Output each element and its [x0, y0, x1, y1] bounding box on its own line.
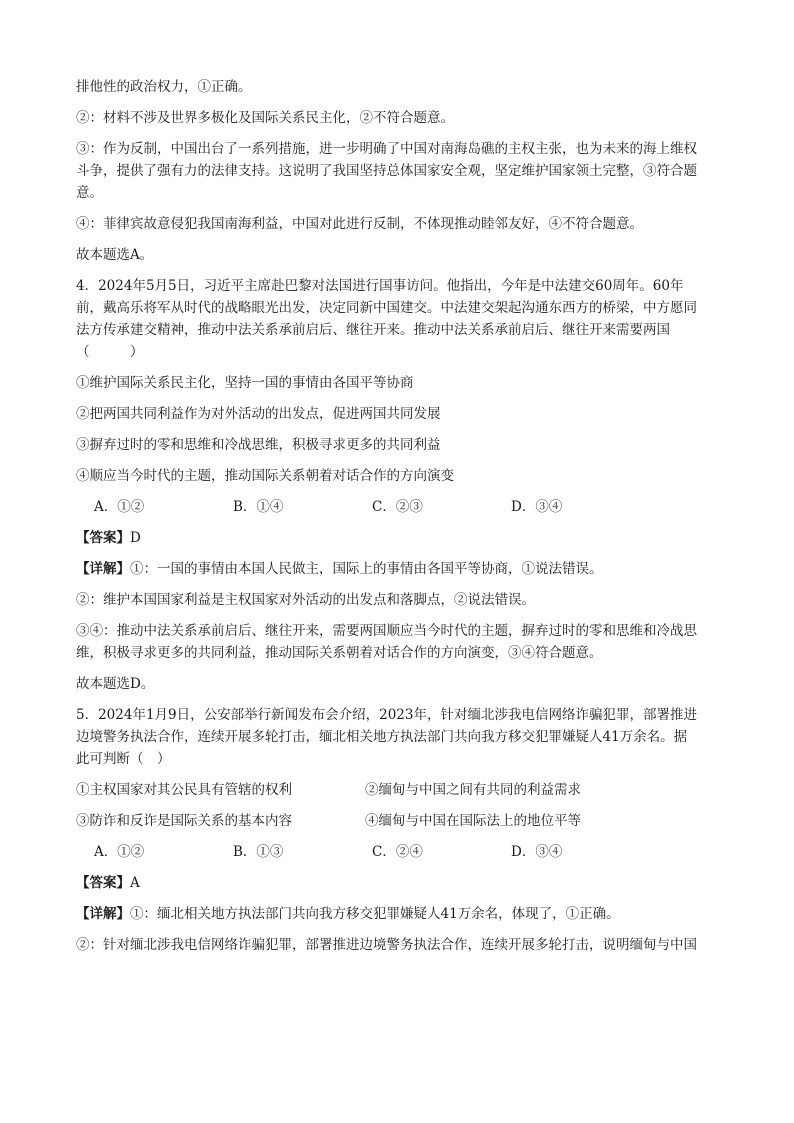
answer-value: A: [130, 875, 140, 891]
detail-text: ①：缅北相关地方执法部门共向我方移交犯罪嫌疑人41万余名，体现了，①正确。: [130, 906, 620, 922]
statement-item: ④顺应当今时代的主题，推动国际关系朝着对话合作的方向演变: [76, 468, 454, 484]
option-b: B．①③: [233, 844, 284, 860]
text-line: 排他性的政治权力，①正确。: [76, 79, 252, 95]
detail-label: 【详解】: [76, 561, 130, 577]
text-line: 故本题选A。: [76, 247, 154, 263]
detail-line: ③④：推动中法关系承前启后、继往开来，需要两国顺应当今时代的主题，摒弃过时的零和思维和冷战思: [76, 623, 697, 639]
answer-label: 【答案】: [76, 875, 130, 891]
statement-item: ①维护国际关系民主化，坚持一国的事情由各国平等协商: [76, 375, 414, 391]
answer-label: 【答案】: [76, 530, 130, 546]
answer-value: D: [130, 530, 141, 546]
detail-text: ①：一国的事情由本国人民做主，国际上的事情由各国平等协商，①说法错误。: [130, 561, 603, 577]
answer-line: [76, 527, 726, 549]
option-d: D．③④: [511, 844, 563, 860]
question-stem-line: 此可判断（ ）: [76, 751, 171, 767]
question-5: [76, 704, 726, 956]
text-line: ④：菲律宾故意侵犯我国南海利益，中国对此进行反制，不体现推动睦邻友好，④不符合题意。: [76, 216, 643, 232]
statement-item: ③摒弃过时的零和思维和冷战思维，积极寻求更多的共同利益: [76, 437, 441, 453]
question-stem-line: 法方传承建交精神，推动中法关系承前启后、继往开来。推动中法关系承前启后、继往开来需要两国: [76, 322, 670, 338]
question-blank: （ ）: [76, 344, 144, 360]
text-line: ③：作为反制，中国出台了一系列措施，进一步明确了中国对南海岛礁的主权主张，也为未来的海上维权: [76, 141, 697, 157]
statement-item: ③防诈和反诈是国际关系的基本内容: [76, 813, 292, 829]
option-d: D．③④: [511, 499, 563, 515]
statement-row: [76, 810, 726, 832]
statement-item: ④缅甸与中国在国际法上的地位平等: [365, 813, 581, 829]
question-4: [76, 275, 726, 695]
answer-options: [76, 841, 726, 863]
question-stem-line: 前，戴高乐将军从时代的战略眼光出发，决定同新中国建交。中法建交架起沟通东西方的桥梁，中方愿同: [76, 300, 697, 316]
text-line: 意。: [76, 185, 103, 201]
option-a: A．①②: [94, 844, 145, 860]
detail-line: [76, 558, 726, 580]
conclusion-line: 故本题选D。: [76, 676, 155, 692]
detail-line: [76, 903, 726, 925]
answer-options: [76, 496, 726, 518]
detail-label: 【详解】: [76, 906, 130, 922]
question-stem-line: 4．2024年5月5日，习近平主席赴巴黎对法国进行国事访问。他指出，今年是中法建交60周年。60年: [76, 278, 684, 294]
option-a: A．①②: [94, 499, 145, 515]
detail-line: ②：针对缅北涉我电信网络诈骗犯罪，部署推进边境警务执法合作，连续开展多轮打击，说明缅甸与中国: [76, 937, 697, 953]
question-stem-line: 5．2024年1月9日，公安部举行新闻发布会介绍，2023年，针对缅北涉我电信网络诈骗犯罪，部署推进: [76, 707, 697, 723]
statement-item: ②缅甸与中国之间有共同的利益需求: [365, 782, 581, 798]
option-c: C．②④: [372, 844, 423, 860]
statement-row: [76, 779, 726, 801]
question-stem-line: 边境警务执法合作，连续开展多轮打击，缅北相关地方执法部门共向我方移交犯罪嫌疑人41万余名。据: [76, 729, 688, 745]
document-content: [76, 76, 726, 956]
detail-line: ②：维护本国国家利益是主权国家对外活动的出发点和落脚点，②说法错误。: [76, 592, 535, 608]
statement-item: ①主权国家对其公民具有管辖的权利: [76, 782, 292, 798]
detail-line: 维，积极寻求更多的共同利益，推动国际关系朝着对话合作的方向演变，③④符合题意。: [76, 645, 603, 661]
answer-line: [76, 872, 726, 894]
text-line: 斗争，提供了强有力的法律支持。这说明了我国坚持总体国家安全观，坚定维护国家领土完整，③符合题: [76, 163, 697, 179]
text-line: ②：材料不涉及世界多极化及国际关系民主化，②不符合题意。: [76, 110, 454, 126]
option-c: C．②③: [372, 499, 423, 515]
statement-item: ②把两国共同利益作为对外活动的出发点，促进两国共同发展: [76, 406, 441, 422]
option-b: B．①④: [233, 499, 284, 515]
